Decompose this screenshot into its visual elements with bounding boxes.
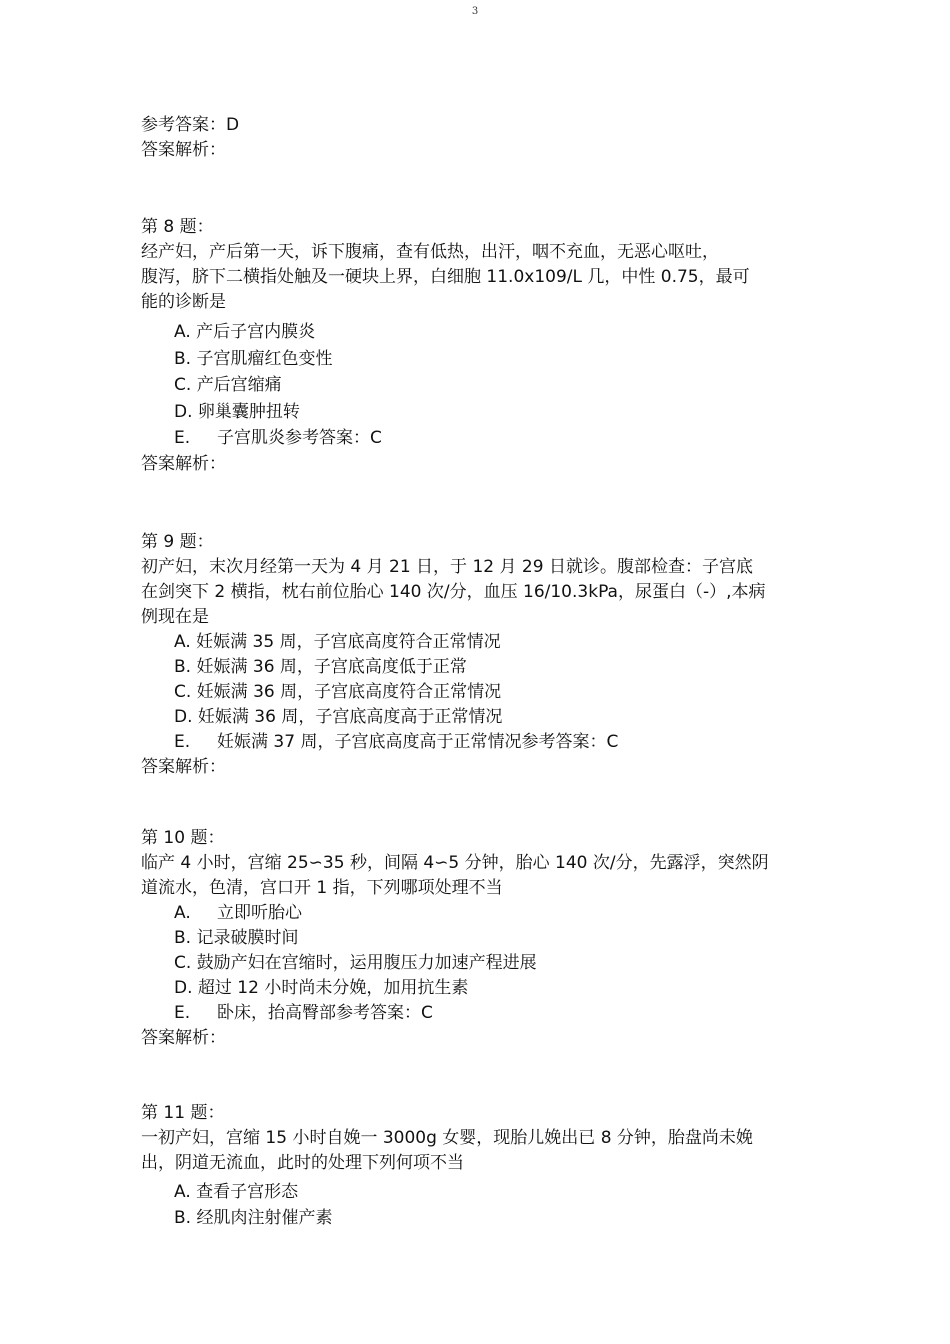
option-letter: E. <box>174 1002 191 1023</box>
question-stem-line: 腹泻，脐下二横指处触及一硬块上界，白细胞 11.0x109/L 几，中性 0.75，最可 <box>141 267 750 287</box>
question-stem-line: 临产 4 小时，宫缩 25∽35 秒，间隔 4∽5 分钟，胎心 140 次/分，先露浮，突然阴 <box>141 852 769 873</box>
question-title: 第 10 题： <box>141 827 225 848</box>
option-b <box>141 926 811 951</box>
option-letter: A. <box>174 631 191 652</box>
option-letter: B. <box>174 348 192 369</box>
option-text: 鼓励产妇在宫缩时，运用腹压力加速产程进展 <box>196 952 537 973</box>
option-d <box>141 399 811 426</box>
option-text: 记录破膜时间 <box>196 927 299 948</box>
question-stem-line: 一初产妇，宫缩 15 小时自娩一 3000g 女婴，现胎儿娩出已 8 分钟，胎盘尚未娩 <box>141 1127 753 1148</box>
option-c <box>141 951 811 976</box>
option-text: 妊娠满 36 周，子宫底高度高于正常情况 <box>197 706 503 727</box>
option-letter: C. <box>174 681 192 702</box>
analysis-line: 答案解析： <box>141 453 226 474</box>
option-text: 立即听胎心 <box>217 902 302 923</box>
option-e <box>141 1001 811 1026</box>
option-b <box>141 1205 811 1231</box>
option-c <box>141 372 811 399</box>
question-8 <box>141 215 811 477</box>
question-9 <box>141 530 811 780</box>
question-stem-line: 经产妇，产后第一天，诉下腹痛，查有低热，出汗，咽不充血，无恶心呕吐， <box>141 242 719 262</box>
option-d <box>141 976 811 1001</box>
option-letter: C. <box>174 375 192 395</box>
option-letter: B. <box>174 656 192 677</box>
question-stem-line: 道流水，色清，宫口开 1 指，下列哪项处理不当 <box>141 877 503 898</box>
question-title: 第 8 题： <box>141 217 214 237</box>
option-letter: B. <box>174 927 192 948</box>
option-text: 子宫肌瘤红色变性 <box>196 348 333 369</box>
option-text: 产后宫缩痛 <box>196 375 282 395</box>
question-stem-line: 出，阴道无流血，此时的处理下列何项不当 <box>141 1152 464 1173</box>
analysis-line: 答案解析： <box>141 1027 226 1048</box>
option-text: 妊娠满 37 周，子宫底高度高于正常情况参考答案：C <box>217 731 619 752</box>
analysis-line: 答案解析： <box>141 756 226 777</box>
option-text: 妊娠满 35 周，子宫底高度符合正常情况 <box>196 631 501 652</box>
question-10 <box>141 826 811 1051</box>
option-text: 卵巢囊肿扭转 <box>197 401 300 422</box>
option-a <box>141 630 811 655</box>
question-title: 第 11 题： <box>141 1102 225 1123</box>
option-d <box>141 705 811 730</box>
option-text: 超过 12 小时尚未分娩，加用抗生素 <box>197 977 469 998</box>
option-letter: B. <box>174 1207 192 1228</box>
option-a <box>141 1179 811 1205</box>
option-a <box>141 319 811 346</box>
option-letter: E. <box>174 428 191 448</box>
page-content <box>141 113 811 1231</box>
option-a <box>141 901 811 926</box>
option-text: 子宫肌炎参考答案：C <box>217 428 382 448</box>
question-stem-line: 初产妇，末次月经第一天为 4 月 21 日，于 12 月 29 日就诊。腹部检查：子宫底 <box>141 556 753 577</box>
question-title: 第 9 题： <box>141 531 214 552</box>
option-letter: A. <box>174 1181 191 1202</box>
option-text: 经肌肉注射催产素 <box>196 1207 333 1228</box>
option-text: 产后子宫内膜炎 <box>196 322 316 342</box>
option-b <box>141 655 811 680</box>
option-b <box>141 346 811 373</box>
option-letter: A. <box>174 322 191 342</box>
page-number: 3 <box>471 6 479 17</box>
option-e <box>141 425 811 452</box>
option-letter: E. <box>174 731 191 752</box>
option-text: 查看子宫形态 <box>196 1181 299 1202</box>
question-stem-line: 例现在是 <box>141 606 209 627</box>
option-letter: D. <box>174 706 193 727</box>
option-letter: C. <box>174 952 192 973</box>
question-11 <box>141 1101 811 1231</box>
option-e <box>141 730 811 755</box>
option-letter: D. <box>174 977 193 998</box>
option-letter: A. <box>174 902 191 923</box>
analysis-line: 答案解析： <box>141 140 226 160</box>
option-text: 卧床，抬高臀部参考答案：C <box>217 1002 433 1023</box>
option-letter: D. <box>174 401 193 422</box>
option-text: 妊娠满 36 周，子宫底高度符合正常情况 <box>196 681 502 702</box>
option-text: 妊娠满 36 周，子宫底高度低于正常 <box>196 656 467 677</box>
option-c <box>141 680 811 705</box>
question-stem-line: 在剑突下 2 横指，枕右前位胎心 140 次/分，血压 16/10.3kPa，尿蛋白（-）,本病 <box>141 581 766 602</box>
question-stem-line: 能的诊断是 <box>141 292 226 312</box>
answer-line: 参考答案：D <box>141 115 240 135</box>
